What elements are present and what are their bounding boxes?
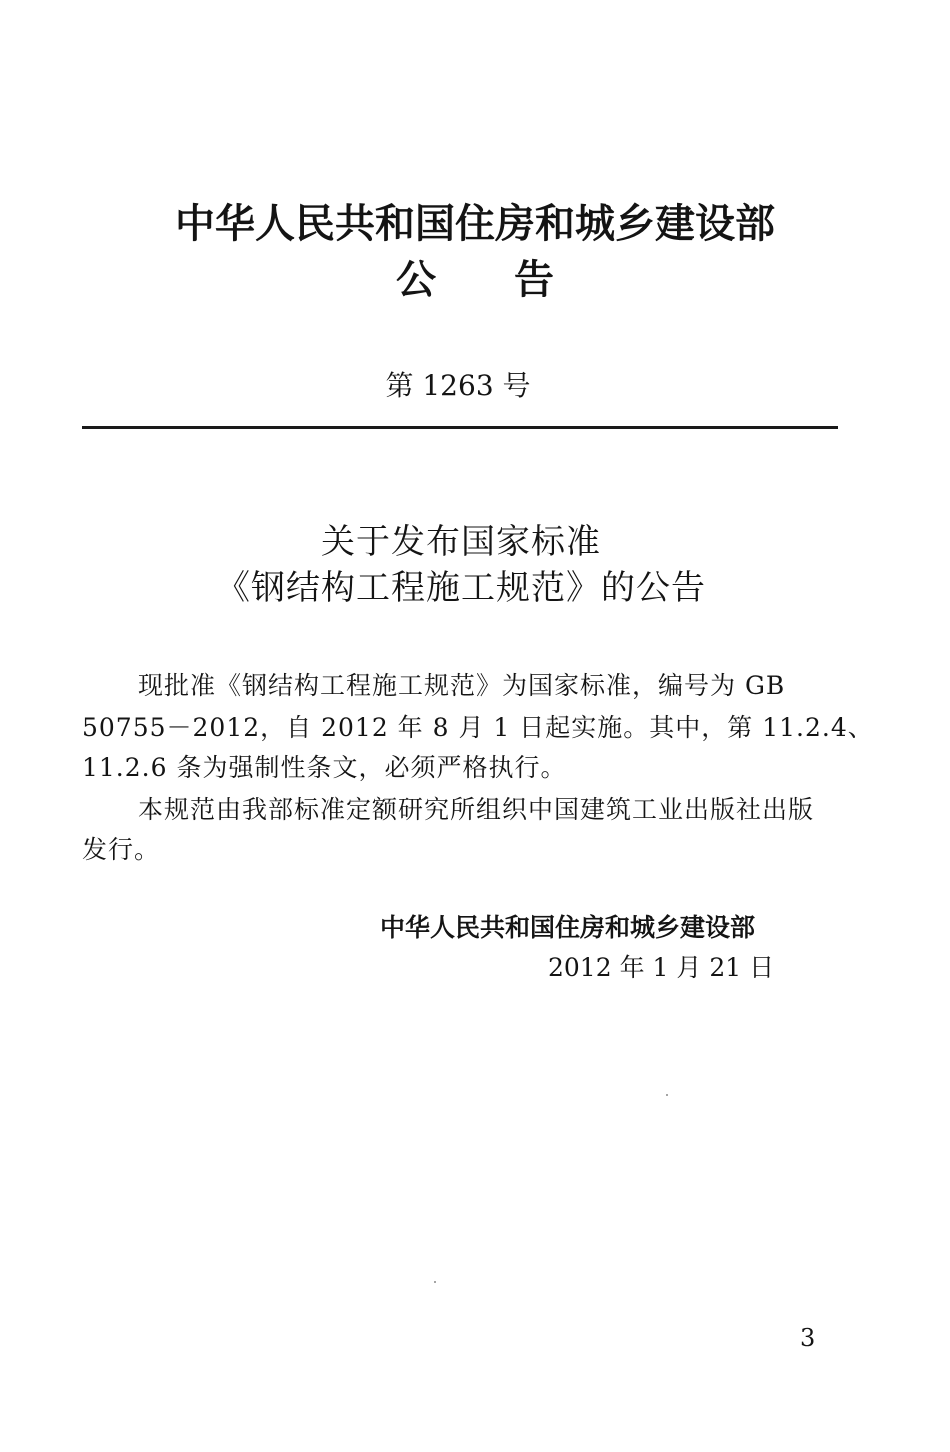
page-number: 3	[800, 1324, 816, 1352]
body-line-4: 本规范由我部标准定额研究所组织中国建筑工业出版社出版	[138, 795, 815, 824]
body-line-5: 发行。	[82, 835, 161, 864]
body-line-1: 现批准《钢结构工程施工规范》为国家标准，编号为 GB	[138, 671, 786, 700]
ministry-title: 中华人民共和国住房和城乡建设部	[175, 201, 775, 247]
scan-speck	[666, 1094, 668, 1096]
signature-date: 2012 年 1 月 21 日	[548, 953, 775, 982]
subject-line-1: 关于发布国家标准	[321, 522, 601, 562]
subject-line-2: 《钢结构工程施工规范》的公告	[216, 568, 706, 608]
signature-organization: 中华人民共和国住房和城乡建设部	[380, 913, 756, 942]
header-divider	[82, 426, 838, 429]
announcement-number: 第 1263 号	[385, 369, 531, 402]
body-line-3: 11.2.6 条为强制性条文，必须严格执行。	[82, 753, 567, 782]
announcement-heading: 公告	[396, 257, 632, 303]
scan-speck	[434, 1281, 436, 1283]
body-line-2: 50755－2012，自 2012 年 8 月 1 日起实施。其中，第 11.2.4、	[82, 713, 874, 742]
